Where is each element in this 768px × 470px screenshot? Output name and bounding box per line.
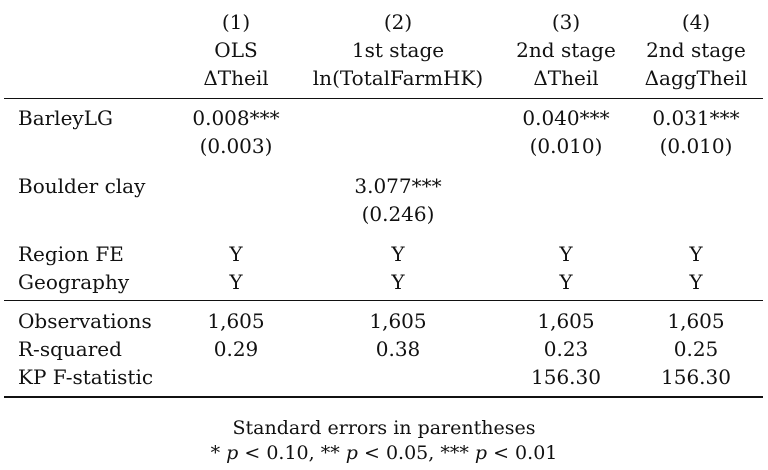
col2-number: (2) [383, 10, 413, 34]
barley-coef-4: 0.031*** [652, 106, 740, 130]
col1-number: (1) [221, 10, 251, 34]
geography-3: Y [559, 270, 573, 294]
col4-number: (4) [681, 10, 711, 34]
geography-4: Y [689, 270, 703, 294]
rsquared-4: 0.25 [673, 337, 719, 361]
observations-4: 1,605 [667, 309, 725, 333]
geography-2: Y [391, 270, 405, 294]
col3-dependent-var: ΔTheil [533, 66, 599, 90]
bottom-rule [4, 396, 763, 398]
row-label-rsquared: R-squared [18, 337, 122, 361]
boulder-se-2: (0.246) [361, 202, 435, 226]
col3-number: (3) [551, 10, 581, 34]
barley-se-1: (0.003) [199, 134, 273, 158]
col1-dependent-var: ΔTheil [203, 66, 269, 90]
region-fe-1: Y [229, 242, 243, 266]
observations-3: 1,605 [537, 309, 595, 333]
col3-type: 2nd stage [516, 38, 616, 62]
rsquared-1: 0.29 [213, 337, 259, 361]
col4-type: 2nd stage [646, 38, 746, 62]
sig-star1: * [210, 442, 227, 464]
barley-coef-3: 0.040*** [522, 106, 610, 130]
row-label-geography: Geography [18, 270, 130, 294]
observations-1: 1,605 [207, 309, 265, 333]
sig-t2: < 0.05, *** [357, 442, 475, 464]
sig-t1: < 0.10, ** [238, 442, 346, 464]
rsquared-2: 0.38 [375, 337, 421, 361]
col2-type: 1st stage [351, 38, 445, 62]
notes-significance [0, 441, 768, 466]
row-label-boulder: Boulder clay [18, 174, 146, 198]
kp-f-3: 156.30 [531, 365, 601, 389]
sig-t3: < 0.01 [487, 442, 558, 464]
col1-type: OLS [214, 38, 258, 62]
stats-rule [4, 300, 763, 301]
header-rule [4, 98, 763, 99]
sig-p-2: p [345, 442, 358, 464]
barley-coef-1: 0.008*** [192, 106, 280, 130]
sig-p-3: p [474, 442, 488, 464]
col4-dependent-var: ΔaggTheil [644, 66, 748, 90]
observations-2: 1,605 [369, 309, 427, 333]
notes-standard-errors: Standard errors in parentheses [232, 417, 536, 439]
col2-dependent-var: ln(TotalFarmHK) [312, 66, 484, 90]
boulder-coef-2: 3.077*** [354, 174, 442, 198]
sig-p-1: p [226, 442, 239, 464]
region-fe-4: Y [689, 242, 703, 266]
row-label-kp-f: KP F-statistic [18, 365, 154, 389]
row-label-observations: Observations [18, 309, 152, 333]
barley-se-3: (0.010) [529, 134, 603, 158]
region-fe-3: Y [559, 242, 573, 266]
geography-1: Y [229, 270, 243, 294]
barley-se-4: (0.010) [659, 134, 733, 158]
region-fe-2: Y [391, 242, 405, 266]
kp-f-4: 156.30 [661, 365, 731, 389]
row-label-region-fe: Region FE [18, 242, 124, 266]
rsquared-3: 0.23 [543, 337, 589, 361]
row-label-barley: BarleyLG [18, 106, 113, 130]
